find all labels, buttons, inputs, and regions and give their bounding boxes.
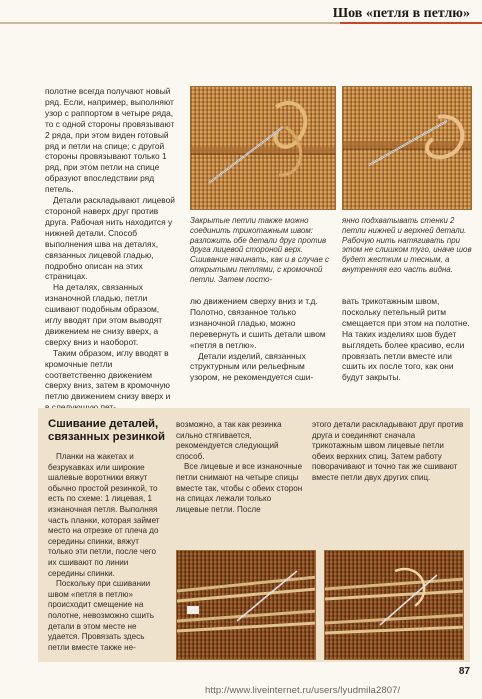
sidebar-box-column-2 xyxy=(176,420,304,515)
paragraph: Детали изделий, связанных структурным или рельефным узором, не рекомендуется сши- xyxy=(190,350,314,383)
rib-knitting-photo-seam xyxy=(324,550,464,660)
paragraph: Поскольку при сшивании швом «петля в петлю» происходит смещение на полотне, невозможно сшить детали в этом месте не удается. Провязать здесь петли вместе также не- xyxy=(48,579,154,652)
needles-illustration xyxy=(177,551,316,660)
paragraph: этого детали раскладывают друг против друга и соединяют сначала трикотажным швом лицевые петли обеих верхних спиц. Затем работу поворачивают и точно так же сшивают вместе петли двух других спиц. xyxy=(312,420,464,482)
paragraph: возможно, а так как резинка сильно стягивается, рекомендуется следующий способ. xyxy=(176,420,282,461)
photo-caption-left: Закрытые петли также можно соединить трикотажным швом: разложить обе детали друг против друга лицевой стороной верх. Сшивание начинать, как и в случае с открытыми петлями, с кромочной петли. Затем посто- xyxy=(190,216,329,284)
paragraph: Детали раскладывают лицевой стороной наверх друг против друга. Рабочая нить находится у нижней детали. Способ выполнения шва на деталях, связанных лицевой гладью, подробно описан на этих страницах. xyxy=(45,195,175,282)
knitting-photo-seam-progress xyxy=(342,86,472,210)
text-column-left xyxy=(45,86,175,413)
yarn-needle-illustration xyxy=(191,87,336,210)
header-accent-bar xyxy=(340,22,482,24)
rib-knitting-photo-needles xyxy=(176,550,316,660)
watermark-url: http://www.liveinternet.ru/users/lyudmila2807/ xyxy=(205,685,401,696)
page-title: Шов «петля в петлю» xyxy=(332,6,470,21)
paragraph: Планки на жакетах и безрукавках или широкие шалевые воротники вяжут обычно простой резинкой, то есть по схеме: 1 лицевая, 1 изнаночная петля. Выполняя часть планки, которая займет место на отрезке от плеча до середины спинки, вяжут только эти петли, после чего их сшивают по линии середины спинки. xyxy=(48,452,160,578)
sidebar-box-title: Сшивание деталей, связанных резинкой xyxy=(48,418,166,443)
text-column-middle xyxy=(190,296,336,383)
photo-caption-right: янно подхватывать стенки 2 петли нижней и верхней детали. Рабочую нить натягивать при этом не слишком туго, иначе шов будет жестким и тесным, а внутренняя его часть видна. xyxy=(342,216,472,274)
paragraph: полотне всегда получают новый ряд. Если, например, выполняют узор с раппортом в четыре ряда, то с одной стороны провязывают 2 ряда, при этом виден готовый ряд и петли на спице; с другой стороны провязывают только 1 ряд, при этом петли на спице образуют впоследствии ряд петель. xyxy=(45,86,175,195)
sidebar-box-column-1 xyxy=(48,452,166,653)
paragraph: Таким образом, иглу вводят в кромочные петли соответственно движением сверху вниз, затем в кромочную петлю движением снизу вверх и xyxy=(45,347,171,402)
paragraph: На деталях, связанных изнаночной гладью, петли сшивают подобным образом, иглу вводят при этом выводят движением не снизу вверх, а сверху вниз и наоборот. xyxy=(45,282,163,347)
yarn-needle-illustration xyxy=(343,87,472,210)
knitting-photo-closed-loops xyxy=(190,86,336,210)
text-column-right xyxy=(342,296,472,383)
sidebar-box-column-3 xyxy=(312,420,464,484)
paragraph: вать трикотажным швом, поскольку петельный ритм смещается при этом на полотне. На таких изделиях шов будет выглядеть более красиво, если провязать петли вместе или сшить их после того, как они будут закрыты. xyxy=(342,296,470,383)
needles-illustration xyxy=(325,551,464,660)
page-number: 87 xyxy=(458,666,470,677)
paragraph: лю движением сверху вниз и т.д. Полотно, связанное только изнаночной гладью, можно перевернуть и сшить детали швом «петля в петлю». xyxy=(190,296,326,350)
paragraph: Все лицевые и все изнаночные петли снимают на четыре спицы вместе так, чтобы с обеих сторон на спицах лежали только лицевые петли. После xyxy=(176,462,303,514)
